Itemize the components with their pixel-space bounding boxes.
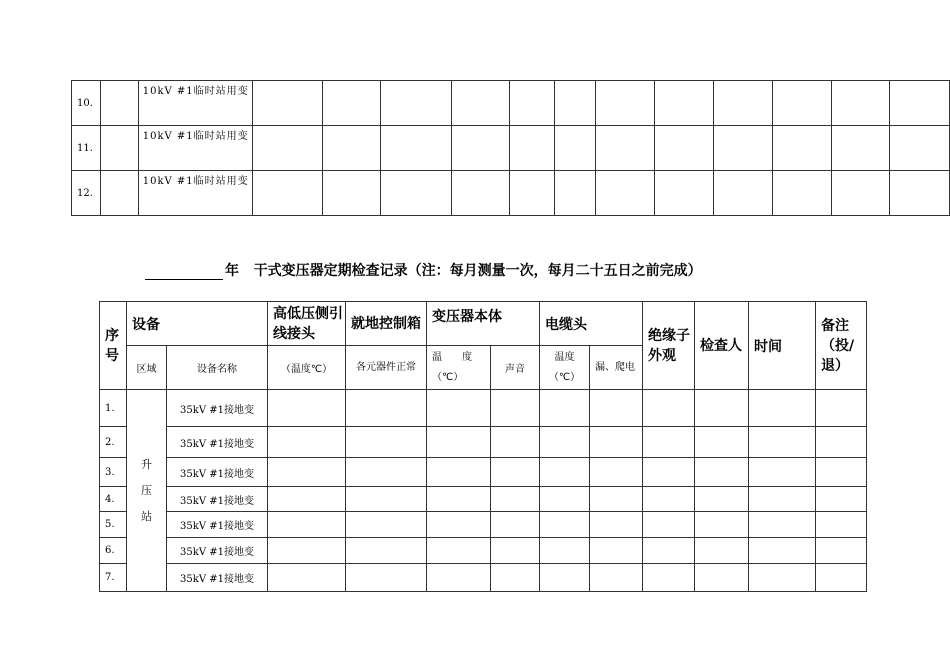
entry-cell[interactable]	[749, 564, 816, 592]
row-number: 3.	[100, 458, 127, 487]
entry-cell[interactable]	[643, 487, 695, 512]
entry-cell[interactable]	[890, 126, 950, 171]
table-row	[100, 487, 867, 512]
entry-cell[interactable]	[381, 81, 452, 126]
entry-cell[interactable]	[555, 171, 596, 216]
area-cell	[127, 390, 167, 592]
entry-cell[interactable]	[555, 81, 596, 126]
table-row	[100, 427, 867, 458]
entry-cell[interactable]	[643, 512, 695, 538]
entry-cell[interactable]	[714, 126, 773, 171]
entry-cell[interactable]	[346, 564, 427, 592]
entry-cell[interactable]	[268, 487, 346, 512]
entry-cell[interactable]	[322, 126, 381, 171]
table-row	[100, 458, 867, 487]
device-name: 35kV #1接地变	[167, 390, 268, 427]
header-body: 变压器本体	[427, 302, 540, 346]
header-device: 设备	[127, 302, 268, 346]
device-name: 35kV #1接地变	[167, 427, 268, 458]
header-cable: 电缆头	[540, 302, 643, 346]
entry-cell[interactable]	[491, 538, 540, 564]
sub-sound: 声音	[491, 346, 540, 390]
entry-cell[interactable]	[749, 538, 816, 564]
entry-cell[interactable]	[816, 427, 867, 458]
entry-cell[interactable]	[491, 458, 540, 487]
device-name: 10kV #1临时站用变	[138, 81, 252, 126]
entry-cell[interactable]	[890, 171, 950, 216]
year-label: 年	[225, 263, 239, 279]
entry-cell[interactable]	[714, 81, 773, 126]
entry-cell[interactable]	[491, 564, 540, 592]
device-name: 35kV #1接地变	[167, 538, 268, 564]
entry-cell[interactable]	[831, 81, 890, 126]
entry-cell[interactable]	[491, 390, 540, 427]
row-number: 1.	[100, 390, 127, 427]
entry-cell[interactable]	[451, 81, 509, 126]
entry-cell[interactable]	[816, 564, 867, 592]
entry-cell[interactable]	[346, 427, 427, 458]
entry-cell[interactable]	[540, 458, 590, 487]
entry-cell[interactable]	[749, 458, 816, 487]
entry-cell[interactable]	[749, 487, 816, 512]
row-number: 6.	[100, 538, 127, 564]
entry-cell[interactable]	[816, 390, 867, 427]
entry-cell[interactable]	[643, 390, 695, 427]
entry-cell[interactable]	[253, 81, 323, 126]
sub-area: 区域	[127, 346, 167, 390]
entry-cell[interactable]	[322, 171, 381, 216]
entry-cell[interactable]	[816, 458, 867, 487]
entry-cell[interactable]	[491, 427, 540, 458]
entry-cell[interactable]	[643, 427, 695, 458]
entry-cell[interactable]	[643, 538, 695, 564]
entry-cell[interactable]	[596, 171, 655, 216]
entry-cell[interactable]	[346, 458, 427, 487]
entry-cell[interactable]	[772, 81, 831, 126]
entry-cell[interactable]	[540, 538, 590, 564]
entry-cell[interactable]	[749, 390, 816, 427]
header-insulator: 绝缘子外观	[643, 302, 695, 390]
entry-cell[interactable]	[654, 126, 714, 171]
entry-cell[interactable]	[427, 427, 491, 458]
entry-cell[interactable]	[346, 390, 427, 427]
entry-cell[interactable]	[427, 538, 491, 564]
entry-cell[interactable]	[590, 487, 643, 512]
entry-cell[interactable]	[816, 512, 867, 538]
area-cell[interactable]	[100, 171, 138, 216]
device-name: 10kV #1临时站用变	[138, 126, 252, 171]
entry-cell[interactable]	[540, 487, 590, 512]
entry-cell[interactable]	[695, 564, 749, 592]
entry-cell[interactable]	[268, 564, 346, 592]
inspection-table	[99, 301, 867, 592]
entry-cell[interactable]	[695, 512, 749, 538]
entry-cell[interactable]	[540, 512, 590, 538]
entry-cell[interactable]	[643, 564, 695, 592]
entry-cell[interactable]	[695, 487, 749, 512]
table-row	[72, 126, 950, 171]
entry-cell[interactable]	[346, 538, 427, 564]
header-inspector: 检查人	[695, 302, 749, 390]
entry-cell[interactable]	[268, 458, 346, 487]
table-row	[100, 512, 867, 538]
entry-cell[interactable]	[427, 458, 491, 487]
sub-temp-cable-1: 温度	[554, 351, 575, 363]
entry-cell[interactable]	[540, 427, 590, 458]
entry-cell[interactable]	[491, 487, 540, 512]
table-row	[72, 171, 950, 216]
entry-cell[interactable]	[695, 458, 749, 487]
entry-cell[interactable]	[654, 171, 714, 216]
entry-cell[interactable]	[714, 171, 773, 216]
area-cell[interactable]	[100, 81, 138, 126]
entry-cell[interactable]	[654, 81, 714, 126]
header-remark: 备注（投/退）	[816, 302, 867, 390]
entry-cell[interactable]	[590, 538, 643, 564]
entry-cell[interactable]	[695, 538, 749, 564]
entry-cell[interactable]	[695, 427, 749, 458]
entry-cell[interactable]	[749, 512, 816, 538]
table-row	[100, 390, 867, 427]
entry-cell[interactable]	[590, 390, 643, 427]
entry-cell[interactable]	[590, 458, 643, 487]
entry-cell[interactable]	[695, 390, 749, 427]
entry-cell[interactable]	[451, 126, 509, 171]
entry-cell[interactable]	[831, 126, 890, 171]
entry-cell[interactable]	[590, 512, 643, 538]
entry-cell[interactable]	[816, 487, 867, 512]
entry-cell[interactable]	[749, 427, 816, 458]
entry-cell[interactable]	[268, 538, 346, 564]
entry-cell[interactable]	[268, 427, 346, 458]
entry-cell[interactable]	[772, 171, 831, 216]
entry-cell[interactable]	[253, 126, 323, 171]
sub-temp-hv: （温度℃）	[268, 346, 346, 390]
table-row	[100, 564, 867, 592]
area-name: 升压站	[141, 457, 152, 523]
entry-cell[interactable]	[427, 487, 491, 512]
entry-cell[interactable]	[890, 81, 950, 126]
entry-cell[interactable]	[346, 512, 427, 538]
title-text: 干式变压器定期检查记录（注：每月测量一次，每月二十五日之前完成）	[253, 263, 702, 279]
row-number: 7.	[100, 564, 127, 592]
entry-cell[interactable]	[268, 512, 346, 538]
entry-cell[interactable]	[590, 427, 643, 458]
entry-cell[interactable]	[427, 512, 491, 538]
entry-cell[interactable]	[816, 538, 867, 564]
entry-cell[interactable]	[322, 81, 381, 126]
entry-cell[interactable]	[491, 512, 540, 538]
sub-temp-body	[427, 346, 491, 390]
entry-cell[interactable]	[451, 171, 509, 216]
device-name: 35kV #1接地变	[167, 458, 268, 487]
row-number: 2.	[100, 427, 127, 458]
entry-cell[interactable]	[596, 81, 655, 126]
entry-cell[interactable]	[555, 126, 596, 171]
table-row	[72, 81, 950, 126]
table-row	[100, 538, 867, 564]
device-name: 35kV #1接地变	[167, 487, 268, 512]
sub-temp-cable-2: （℃）	[548, 371, 581, 383]
sub-leak: 漏、爬电	[590, 346, 643, 390]
entry-cell[interactable]	[427, 390, 491, 427]
record-title	[145, 262, 905, 280]
sub-temp-cable	[540, 346, 590, 390]
entry-cell[interactable]	[540, 564, 590, 592]
header-seq: 序号	[100, 302, 127, 390]
entry-cell[interactable]	[268, 390, 346, 427]
area-cell[interactable]	[100, 126, 138, 171]
sub-components: 各元器件正常	[346, 346, 427, 390]
entry-cell[interactable]	[590, 564, 643, 592]
entry-cell[interactable]	[772, 126, 831, 171]
header-time: 时间	[749, 302, 816, 390]
entry-cell[interactable]	[643, 458, 695, 487]
header-local-box: 就地控制箱	[346, 302, 427, 346]
entry-cell[interactable]	[509, 126, 555, 171]
row-number: 4.	[100, 487, 127, 512]
header-hv-lv: 高低压侧引线接头	[268, 302, 346, 346]
entry-cell[interactable]	[381, 126, 452, 171]
entry-cell[interactable]	[509, 81, 555, 126]
device-name: 10kV #1临时站用变	[138, 171, 252, 216]
entry-cell[interactable]	[346, 487, 427, 512]
row-number: 12.	[72, 171, 101, 216]
entry-cell[interactable]	[381, 171, 452, 216]
row-number: 11.	[72, 126, 101, 171]
device-name: 35kV #1接地变	[167, 564, 268, 592]
entry-cell[interactable]	[253, 171, 323, 216]
row-number: 10.	[72, 81, 101, 126]
entry-cell[interactable]	[831, 171, 890, 216]
sub-temp-body-2: （℃）	[432, 371, 464, 383]
device-name: 35kV #1接地变	[167, 512, 268, 538]
continuation-table	[71, 80, 950, 216]
year-blank[interactable]	[145, 263, 223, 280]
sub-temp-body-1: 温 度	[432, 351, 472, 363]
row-number: 5.	[100, 512, 127, 538]
entry-cell[interactable]	[427, 564, 491, 592]
entry-cell[interactable]	[540, 390, 590, 427]
entry-cell[interactable]	[596, 126, 655, 171]
entry-cell[interactable]	[509, 171, 555, 216]
sub-device-name: 设备名称	[167, 346, 268, 390]
